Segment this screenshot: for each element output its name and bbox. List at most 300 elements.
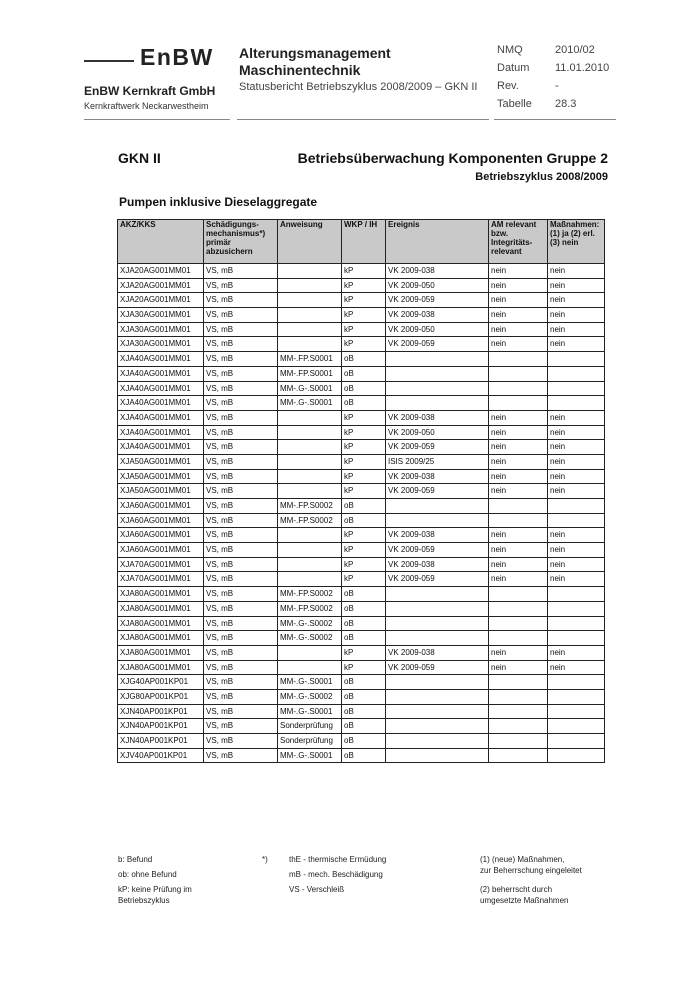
meta-key-rev: Rev. [497, 80, 519, 92]
cycle-label: Betriebszyklus 2008/2009 [475, 171, 608, 183]
cell-measures: nein [548, 322, 605, 337]
table-row [118, 601, 605, 616]
cell-instruction: MM-.FP.S0001 [278, 366, 342, 381]
cell-am-relevant [489, 396, 548, 411]
cell-akz: XJA50AG001MM01 [118, 484, 204, 499]
table-header-row [118, 220, 605, 264]
cell-measures: nein [548, 264, 605, 279]
cell-event [386, 587, 489, 602]
cell-akz: XJA50AG001MM01 [118, 469, 204, 484]
cell-measures: nein [548, 337, 605, 352]
header-title-line1: Alterungsmanagement [239, 45, 391, 61]
cell-mechanism: VS, mB [204, 308, 278, 323]
cell-am-relevant [489, 748, 548, 763]
cell-am-relevant [489, 352, 548, 367]
unit-label: GKN II [118, 150, 161, 166]
cell-instruction [278, 557, 342, 572]
cell-event [386, 719, 489, 734]
meta-key-datum: Datum [497, 62, 530, 74]
cell-mechanism: VS, mB [204, 645, 278, 660]
cell-instruction: MM-.G-.S0001 [278, 704, 342, 719]
table-row [118, 440, 605, 455]
cell-measures [548, 381, 605, 396]
cell-akz: XJA40AG001MM01 [118, 440, 204, 455]
footnote-marker: *) [262, 855, 268, 864]
cell-am-relevant [489, 719, 548, 734]
cell-instruction: Sonderprüfung [278, 734, 342, 749]
cell-measures: nein [548, 660, 605, 675]
footnote-legend-measures [480, 854, 582, 906]
cell-wkp: kP [342, 543, 386, 558]
table-row [118, 689, 605, 704]
cell-measures: nein [548, 528, 605, 543]
cell-akz: XJA80AG001MM01 [118, 660, 204, 675]
cell-event: VK 2009-050 [386, 322, 489, 337]
cell-mechanism: VS, mB [204, 528, 278, 543]
cell-instruction [278, 322, 342, 337]
cell-mechanism: VS, mB [204, 381, 278, 396]
header-title-line2: Maschinentechnik [239, 62, 361, 78]
cell-event [386, 381, 489, 396]
cell-event: VK 2009-050 [386, 425, 489, 440]
cell-wkp: oB [342, 366, 386, 381]
cell-mechanism: VS, mB [204, 499, 278, 514]
cell-akz: XJA40AG001MM01 [118, 425, 204, 440]
cell-akz: XJA80AG001MM01 [118, 645, 204, 660]
cell-event [386, 748, 489, 763]
cell-event: VK 2009-059 [386, 293, 489, 308]
cell-measures: nein [548, 469, 605, 484]
cell-am-relevant: nein [489, 543, 548, 558]
cell-instruction: MM-.FP.S0001 [278, 352, 342, 367]
cell-akz: XJA40AG001MM01 [118, 381, 204, 396]
footnote-line: kP: keine Prüfung im [118, 885, 192, 894]
cell-instruction: MM-.FP.S0002 [278, 499, 342, 514]
cell-event [386, 616, 489, 631]
cell-wkp: oB [342, 396, 386, 411]
cell-akz: XJA40AG001MM01 [118, 410, 204, 425]
table-row [118, 366, 605, 381]
col-header-instruction: Anweisung [278, 220, 342, 264]
cell-wkp: oB [342, 381, 386, 396]
cell-measures: nein [548, 645, 605, 660]
cell-measures: nein [548, 410, 605, 425]
cell-instruction: MM-.G-.S0001 [278, 381, 342, 396]
table-row [118, 557, 605, 572]
cell-event: VK 2009-038 [386, 645, 489, 660]
cell-wkp: oB [342, 734, 386, 749]
cell-instruction [278, 337, 342, 352]
cell-event: VK 2009-038 [386, 308, 489, 323]
table-row [118, 631, 605, 646]
cell-measures: nein [548, 572, 605, 587]
cell-akz: XJA80AG001MM01 [118, 587, 204, 602]
cell-instruction [278, 645, 342, 660]
cell-wkp: kP [342, 454, 386, 469]
cell-event: VK 2009-059 [386, 660, 489, 675]
footnote-legend-mechanisms [289, 854, 386, 895]
cell-mechanism: VS, mB [204, 675, 278, 690]
cell-event [386, 366, 489, 381]
cell-wkp: oB [342, 704, 386, 719]
cell-mechanism: VS, mB [204, 543, 278, 558]
company-name: EnBW Kernkraft GmbH [84, 84, 216, 98]
cell-measures [548, 366, 605, 381]
meta-value-datum: 11.01.2010 [555, 62, 610, 74]
table-row [118, 352, 605, 367]
cell-instruction [278, 410, 342, 425]
cell-mechanism: VS, mB [204, 719, 278, 734]
cell-am-relevant: nein [489, 278, 548, 293]
cell-measures [548, 734, 605, 749]
cell-wkp: kP [342, 308, 386, 323]
table-row [118, 645, 605, 660]
cell-am-relevant: nein [489, 293, 548, 308]
cell-wkp: oB [342, 689, 386, 704]
cell-instruction: Sonderprüfung [278, 719, 342, 734]
header-divider-right [494, 119, 616, 120]
cell-akz: XJA60AG001MM01 [118, 513, 204, 528]
cell-event [386, 631, 489, 646]
header-divider-middle [237, 119, 489, 120]
cell-event: VK 2009-059 [386, 572, 489, 587]
cell-wkp: kP [342, 572, 386, 587]
table-row [118, 396, 605, 411]
table-row [118, 469, 605, 484]
cell-am-relevant [489, 366, 548, 381]
cell-am-relevant [489, 631, 548, 646]
cell-akz: XJN40AP001KP01 [118, 734, 204, 749]
cell-measures [548, 704, 605, 719]
cell-instruction [278, 469, 342, 484]
cell-am-relevant [489, 675, 548, 690]
cell-mechanism: VS, mB [204, 631, 278, 646]
footnote-line: Betriebszyklus [118, 896, 170, 905]
cell-akz: XJA60AG001MM01 [118, 499, 204, 514]
cell-akz: XJV40AP001KP01 [118, 748, 204, 763]
cell-akz: XJA80AG001MM01 [118, 616, 204, 631]
header-divider-left [84, 119, 230, 120]
cell-instruction [278, 528, 342, 543]
header-subtitle: Statusbericht Betriebszyklus 2008/2009 – GKN II [239, 81, 478, 93]
cell-event: VK 2009-050 [386, 278, 489, 293]
cell-wkp: oB [342, 675, 386, 690]
cell-wkp: oB [342, 616, 386, 631]
cell-measures [548, 675, 605, 690]
cell-measures [548, 689, 605, 704]
cell-akz: XJA60AG001MM01 [118, 528, 204, 543]
table-row [118, 513, 605, 528]
cell-event [386, 689, 489, 704]
cell-instruction: MM-.FP.S0002 [278, 513, 342, 528]
cell-measures: nein [548, 308, 605, 323]
cell-instruction: MM-.G-.S0002 [278, 631, 342, 646]
table-row [118, 528, 605, 543]
col-header-event: Ereignis [386, 220, 489, 264]
cell-mechanism: VS, mB [204, 660, 278, 675]
cell-instruction [278, 484, 342, 499]
cell-am-relevant: nein [489, 410, 548, 425]
cell-wkp: oB [342, 499, 386, 514]
cell-akz: XJA20AG001MM01 [118, 278, 204, 293]
cell-instruction [278, 278, 342, 293]
table-row [118, 572, 605, 587]
cell-instruction: MM-.FP.S0002 [278, 601, 342, 616]
cell-measures [548, 719, 605, 734]
cell-measures [548, 499, 605, 514]
cell-akz: XJA80AG001MM01 [118, 631, 204, 646]
cell-akz: XJA40AG001MM01 [118, 366, 204, 381]
table-row [118, 293, 605, 308]
cell-akz: XJA50AG001MM01 [118, 454, 204, 469]
cell-akz: XJA30AG001MM01 [118, 337, 204, 352]
cell-instruction [278, 293, 342, 308]
cell-wkp: oB [342, 631, 386, 646]
table-row [118, 454, 605, 469]
footnote-line: (2) beherrscht durch [480, 885, 553, 894]
cell-am-relevant: nein [489, 440, 548, 455]
cell-wkp: oB [342, 601, 386, 616]
cell-am-relevant: nein [489, 337, 548, 352]
cell-event: VK 2009-059 [386, 543, 489, 558]
cell-event [386, 675, 489, 690]
cell-am-relevant: nein [489, 454, 548, 469]
cell-event: ISIS 2009/25 [386, 454, 489, 469]
footnote-line: umgesetzte Maßnahmen [480, 896, 569, 905]
cell-instruction: MM-.G-.S0001 [278, 748, 342, 763]
cell-wkp: kP [342, 440, 386, 455]
table-row [118, 719, 605, 734]
cell-instruction [278, 308, 342, 323]
cell-am-relevant [489, 601, 548, 616]
table-row [118, 660, 605, 675]
cell-akz: XJA40AG001MM01 [118, 396, 204, 411]
cell-am-relevant: nein [489, 572, 548, 587]
cell-mechanism: VS, mB [204, 337, 278, 352]
cell-am-relevant [489, 587, 548, 602]
col-header-measures: Maßnahmen: (1) ja (2) erl. (3) nein [548, 220, 605, 264]
cell-wkp: kP [342, 264, 386, 279]
meta-key-nmq: NMQ [497, 44, 523, 56]
cell-wkp: kP [342, 337, 386, 352]
cell-measures: nein [548, 543, 605, 558]
cell-akz: XJA70AG001MM01 [118, 572, 204, 587]
cell-am-relevant: nein [489, 660, 548, 675]
cell-event [386, 396, 489, 411]
cell-mechanism: VS, mB [204, 293, 278, 308]
cell-mechanism: VS, mB [204, 278, 278, 293]
table-row [118, 587, 605, 602]
cell-am-relevant: nein [489, 484, 548, 499]
cell-am-relevant: nein [489, 308, 548, 323]
cell-measures: nein [548, 440, 605, 455]
table-row [118, 675, 605, 690]
cell-mechanism: VS, mB [204, 484, 278, 499]
cell-akz: XJA60AG001MM01 [118, 543, 204, 558]
cell-am-relevant [489, 734, 548, 749]
cell-mechanism: VS, mB [204, 352, 278, 367]
cell-mechanism: VS, mB [204, 601, 278, 616]
footnote-line: zur Beherrschung eingeleitet [480, 866, 582, 875]
col-header-mechanism: Schädigungs-mechanismus*) primär abzusichern [204, 220, 278, 264]
cell-instruction: MM-.FP.S0002 [278, 587, 342, 602]
col-header-akz: AKZ/KKS [118, 220, 204, 264]
table-body [118, 264, 605, 763]
cell-event [386, 704, 489, 719]
table-row [118, 748, 605, 763]
col-header-am-relevant: AM relevant bzw. Integritäts-relevant [489, 220, 548, 264]
cell-mechanism: VS, mB [204, 366, 278, 381]
cell-event: VK 2009-038 [386, 528, 489, 543]
meta-value-tabelle: 28.3 [555, 98, 577, 110]
cell-akz: XJA20AG001MM01 [118, 264, 204, 279]
cell-am-relevant [489, 689, 548, 704]
table-row [118, 278, 605, 293]
cell-akz: XJG40AP001KP01 [118, 675, 204, 690]
cell-mechanism: VS, mB [204, 425, 278, 440]
footnote-line: b: Befund [118, 855, 153, 864]
cell-event: VK 2009-038 [386, 557, 489, 572]
footnote-line: ob: ohne Befund [118, 870, 177, 879]
cell-mechanism: VS, mB [204, 469, 278, 484]
cell-wkp: kP [342, 425, 386, 440]
cell-akz: XJG80AP001KP01 [118, 689, 204, 704]
table-row [118, 337, 605, 352]
cell-wkp: kP [342, 660, 386, 675]
table-row [118, 734, 605, 749]
cell-wkp: kP [342, 469, 386, 484]
table-row [118, 308, 605, 323]
cell-event [386, 513, 489, 528]
logo-line [84, 60, 134, 62]
cell-wkp: kP [342, 293, 386, 308]
cell-wkp: oB [342, 587, 386, 602]
cell-am-relevant [489, 704, 548, 719]
table-row [118, 322, 605, 337]
cell-am-relevant: nein [489, 469, 548, 484]
footnote-line: VS - Verschleiß [289, 885, 345, 894]
cell-am-relevant [489, 513, 548, 528]
cell-event [386, 499, 489, 514]
cell-wkp: oB [342, 748, 386, 763]
cell-instruction [278, 543, 342, 558]
cell-mechanism: VS, mB [204, 454, 278, 469]
cell-wkp: kP [342, 410, 386, 425]
col-header-wkp: WKP / IH [342, 220, 386, 264]
cell-instruction: MM-.G-.S0001 [278, 396, 342, 411]
cell-mechanism: VS, mB [204, 587, 278, 602]
cell-mechanism: VS, mB [204, 557, 278, 572]
cell-wkp: kP [342, 645, 386, 660]
cell-measures [548, 601, 605, 616]
cell-mechanism: VS, mB [204, 396, 278, 411]
cell-am-relevant: nein [489, 645, 548, 660]
cell-event [386, 352, 489, 367]
cell-am-relevant: nein [489, 322, 548, 337]
cell-am-relevant: nein [489, 528, 548, 543]
cell-measures: nein [548, 278, 605, 293]
cell-measures [548, 587, 605, 602]
cell-am-relevant: nein [489, 557, 548, 572]
cell-wkp: oB [342, 719, 386, 734]
cell-mechanism: VS, mB [204, 689, 278, 704]
footnote-line: thE - thermische Ermüdung [289, 855, 387, 864]
cell-instruction [278, 454, 342, 469]
cell-mechanism: VS, mB [204, 704, 278, 719]
cell-mechanism: VS, mB [204, 513, 278, 528]
cell-instruction: MM-.G-.S0001 [278, 675, 342, 690]
cell-event: VK 2009-038 [386, 264, 489, 279]
cell-am-relevant [489, 616, 548, 631]
cell-akz: XJA30AG001MM01 [118, 308, 204, 323]
components-table [117, 219, 605, 763]
cell-mechanism: VS, mB [204, 734, 278, 749]
cell-akz: XJN40AP001KP01 [118, 719, 204, 734]
cell-mechanism: VS, mB [204, 264, 278, 279]
cell-event: VK 2009-059 [386, 337, 489, 352]
cell-mechanism: VS, mB [204, 616, 278, 631]
cell-wkp: oB [342, 513, 386, 528]
table-row [118, 543, 605, 558]
footnote-line: (1) (neue) Maßnahmen, [480, 855, 565, 864]
table-row [118, 425, 605, 440]
cell-mechanism: VS, mB [204, 322, 278, 337]
cell-wkp: kP [342, 322, 386, 337]
cell-instruction [278, 572, 342, 587]
cell-akz: XJA20AG001MM01 [118, 293, 204, 308]
cell-event: VK 2009-038 [386, 410, 489, 425]
plant-name: Kernkraftwerk Neckarwestheim [84, 101, 209, 111]
cell-mechanism: VS, mB [204, 572, 278, 587]
section-heading: Pumpen inklusive Dieselaggregate [119, 195, 318, 209]
cell-wkp: kP [342, 484, 386, 499]
meta-value-rev: - [555, 80, 559, 92]
cell-instruction: MM-.G-.S0002 [278, 689, 342, 704]
company-logo: EnBW [140, 44, 214, 70]
cell-am-relevant: nein [489, 264, 548, 279]
cell-mechanism: VS, mB [204, 440, 278, 455]
cell-instruction [278, 425, 342, 440]
cell-measures [548, 396, 605, 411]
cell-measures [548, 748, 605, 763]
cell-event: VK 2009-059 [386, 484, 489, 499]
cell-event: VK 2009-038 [386, 469, 489, 484]
meta-value-nmq: 2010/02 [555, 44, 595, 56]
cell-instruction [278, 660, 342, 675]
table-row [118, 704, 605, 719]
cell-wkp: kP [342, 528, 386, 543]
cell-akz: XJA40AG001MM01 [118, 352, 204, 367]
cell-measures: nein [548, 454, 605, 469]
cell-measures [548, 631, 605, 646]
table-row [118, 616, 605, 631]
footnote-legend-findings [118, 854, 192, 906]
table-row [118, 381, 605, 396]
table-row [118, 499, 605, 514]
cell-measures [548, 616, 605, 631]
cell-measures [548, 352, 605, 367]
cell-measures: nein [548, 425, 605, 440]
cell-event: VK 2009-059 [386, 440, 489, 455]
cell-mechanism: VS, mB [204, 410, 278, 425]
cell-measures: nein [548, 484, 605, 499]
meta-key-tabelle: Tabelle [497, 98, 532, 110]
cell-event [386, 734, 489, 749]
cell-am-relevant: nein [489, 425, 548, 440]
page-title: Betriebsüberwachung Komponenten Gruppe 2 [297, 150, 608, 166]
cell-instruction [278, 264, 342, 279]
cell-akz: XJA30AG001MM01 [118, 322, 204, 337]
